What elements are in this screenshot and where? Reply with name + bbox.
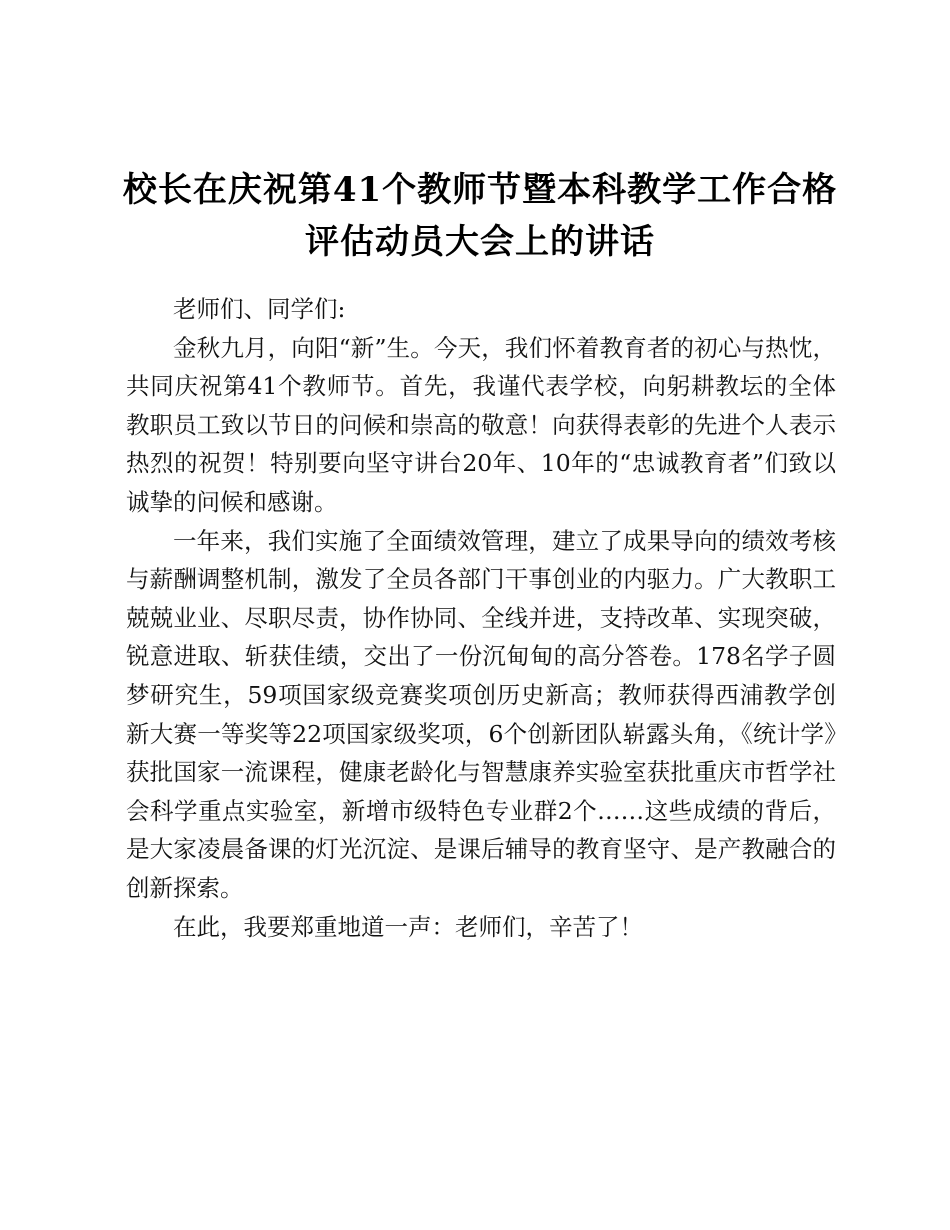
body-paragraph: 在此，我要郑重地道一声：老师们，辛苦了！: [173, 912, 643, 941]
salutation-paragraph: 老师们、同学们:: [173, 295, 346, 323]
document-title: 校长在庆祝第41个教师节暨本科教学工作合格评估动员大会上的讲话: [122, 170, 838, 262]
body-paragraph: 金秋九月，向阳“新”生。今天，我们怀着教育者的初心与热忱，共同庆祝第41个教师节。首先，我谨代表学校，向躬耕教坛的全体教职员工致以节日的问候和崇高的敬意！向获得表彰的先进个人表示热烈的祝贺！特别要向坚守讲台20年、10年的“忠诚教育者”们致以诚挚的问候和感谢。: [126, 333, 836, 516]
document-body: [126, 290, 836, 946]
body-paragraph: 一年来，我们实施了全面绩效管理，建立了成果导向的绩效考核与薪酬调整机制，激发了全员各部门干事创业的内驱力。广大教职工兢兢业业、尽职尽责，协作协同、全线并进，支持改革、实现突破，锐意进取、斩获佳绩，交出了一份沉甸甸的高分答卷。178名学子圆梦研究生，59项国家级竞赛奖项创历史新高；教师获得西浦教学创新大赛一等奖等22项国家级奖项，6个创新团队崭露头角，《统计学》获批国家一流课程，健康老龄化与智慧康养实验室获批重庆市哲学社会科学重点实验室，新增市级特色专业群2个……这些成绩的背后，是大家凌晨备课的灯光沉淀、是课后辅导的教育坚守、是产教融合的创新探索。: [126, 526, 836, 902]
